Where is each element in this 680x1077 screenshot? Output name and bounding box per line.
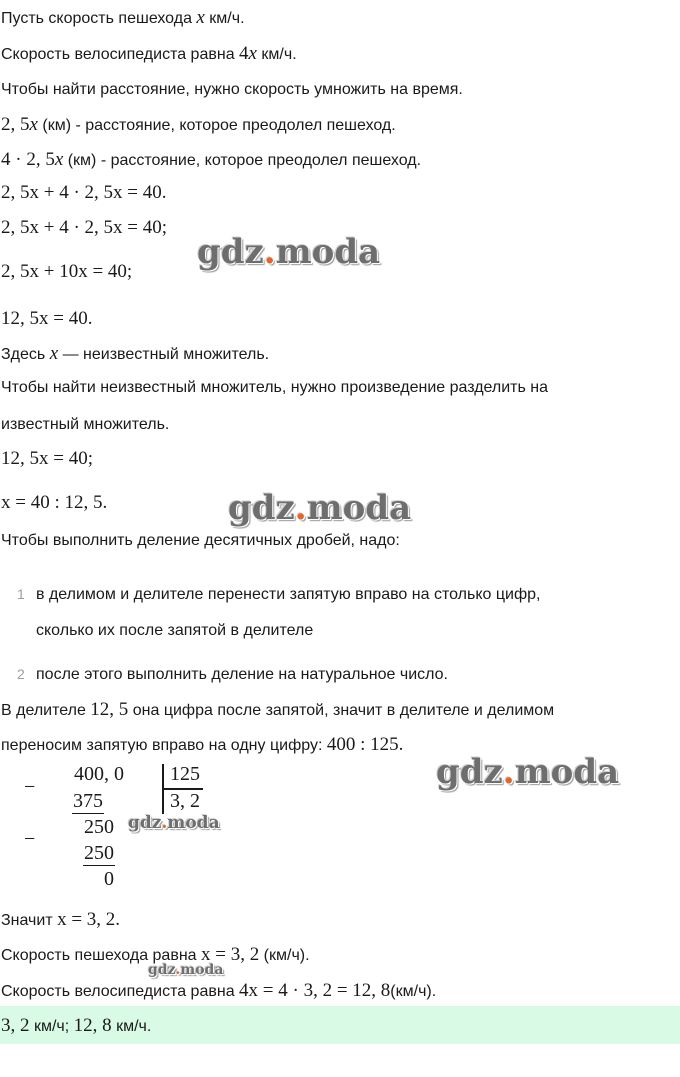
watermark: gdz.moda bbox=[197, 232, 381, 272]
subtrahend: 250 bbox=[84, 842, 114, 864]
dividend: 400, 0 bbox=[74, 763, 124, 785]
math: 4x = 4 · 3, 2 = 12, 8 bbox=[239, 980, 391, 1001]
text-line: Чтобы выполнить деление десятичных дробей, надо: bbox=[1, 532, 400, 549]
math: x = 3, 2. bbox=[57, 909, 121, 930]
text-line: 2, 5x (км) - расстояние, которое преодолел пешеход. bbox=[1, 114, 396, 135]
math: 2, 5 bbox=[1, 114, 30, 135]
minus-sign: − bbox=[24, 776, 36, 798]
list-item: в делимом и делителе перенести запятую вправо на столько цифр, bbox=[36, 586, 541, 603]
math: x bbox=[49, 343, 59, 364]
text-line: 4 · 2, 5x (км) - расстояние, которое преодолел пешеход. bbox=[1, 149, 422, 170]
text-line: переносим запятую вправо на одну цифру: 400 : 125. bbox=[1, 734, 404, 755]
math: 12, 5 bbox=[90, 699, 129, 720]
equation: 2, 5x + 4 · 2, 5x = 40. bbox=[1, 182, 167, 203]
text-line: Пусть скорость пешехода x км/ч. bbox=[1, 7, 245, 28]
list-item: сколько их после запятой в делителе bbox=[36, 622, 314, 639]
watermark: gdz.moda bbox=[148, 962, 224, 978]
quotient: 3, 2 bbox=[170, 790, 200, 812]
text-line: В делителе 12, 5 она цифра после запятой, значит в делителе и делимом bbox=[1, 699, 555, 720]
list-number: 1 bbox=[17, 586, 25, 602]
equation: 2, 5x + 4 · 2, 5x = 40; bbox=[1, 217, 168, 238]
list-item: после этого выполнить деление на натуральное число. bbox=[36, 666, 448, 683]
remainder: 250 bbox=[84, 816, 114, 838]
text-line: Чтобы найти расстояние, нужно скорость умножить на время. bbox=[1, 81, 463, 98]
text-line: Здесь x — неизвестный множитель. bbox=[1, 343, 270, 364]
text-line: Скорость велосипедиста равна 4x = 4 · 3, 2 = 12, 8(км/ч). bbox=[1, 980, 437, 1001]
math: 4 bbox=[239, 43, 249, 64]
equation: 2, 5x + 10x = 40; bbox=[1, 261, 133, 282]
text-line: Скорость велосипедиста равна 4x км/ч. bbox=[1, 43, 297, 64]
subtrahend: 375 bbox=[73, 790, 103, 812]
divisor: 125 bbox=[170, 763, 200, 785]
remainder: 0 bbox=[104, 868, 114, 890]
math: x = 3, 2 bbox=[201, 944, 260, 965]
equation: 12, 5x = 40; bbox=[1, 448, 93, 469]
answer-text: 3, 2 км/ч; 12, 8 км/ч. bbox=[1, 1015, 152, 1036]
watermark: gdz.moda bbox=[228, 488, 412, 528]
watermark: gdz.moda bbox=[128, 813, 220, 833]
math: x bbox=[196, 7, 205, 28]
text-line: Скорость пешехода равна x = 3, 2 (км/ч). bbox=[1, 944, 310, 965]
text-line: Значит x = 3, 2. bbox=[1, 909, 121, 930]
math: 4 · 2, 5 bbox=[1, 149, 55, 170]
minus-sign: − bbox=[24, 828, 36, 850]
equation: 12, 5x = 40. bbox=[1, 308, 93, 329]
math: 400 : 125. bbox=[326, 734, 404, 755]
watermark: gdz.moda bbox=[436, 752, 620, 792]
list-number: 2 bbox=[17, 666, 25, 682]
text-line: Чтобы найти неизвестный множитель, нужно произведение разделить на bbox=[1, 379, 549, 396]
text-line: известный множитель. bbox=[1, 416, 170, 433]
equation: x = 40 : 12, 5. bbox=[1, 492, 108, 513]
